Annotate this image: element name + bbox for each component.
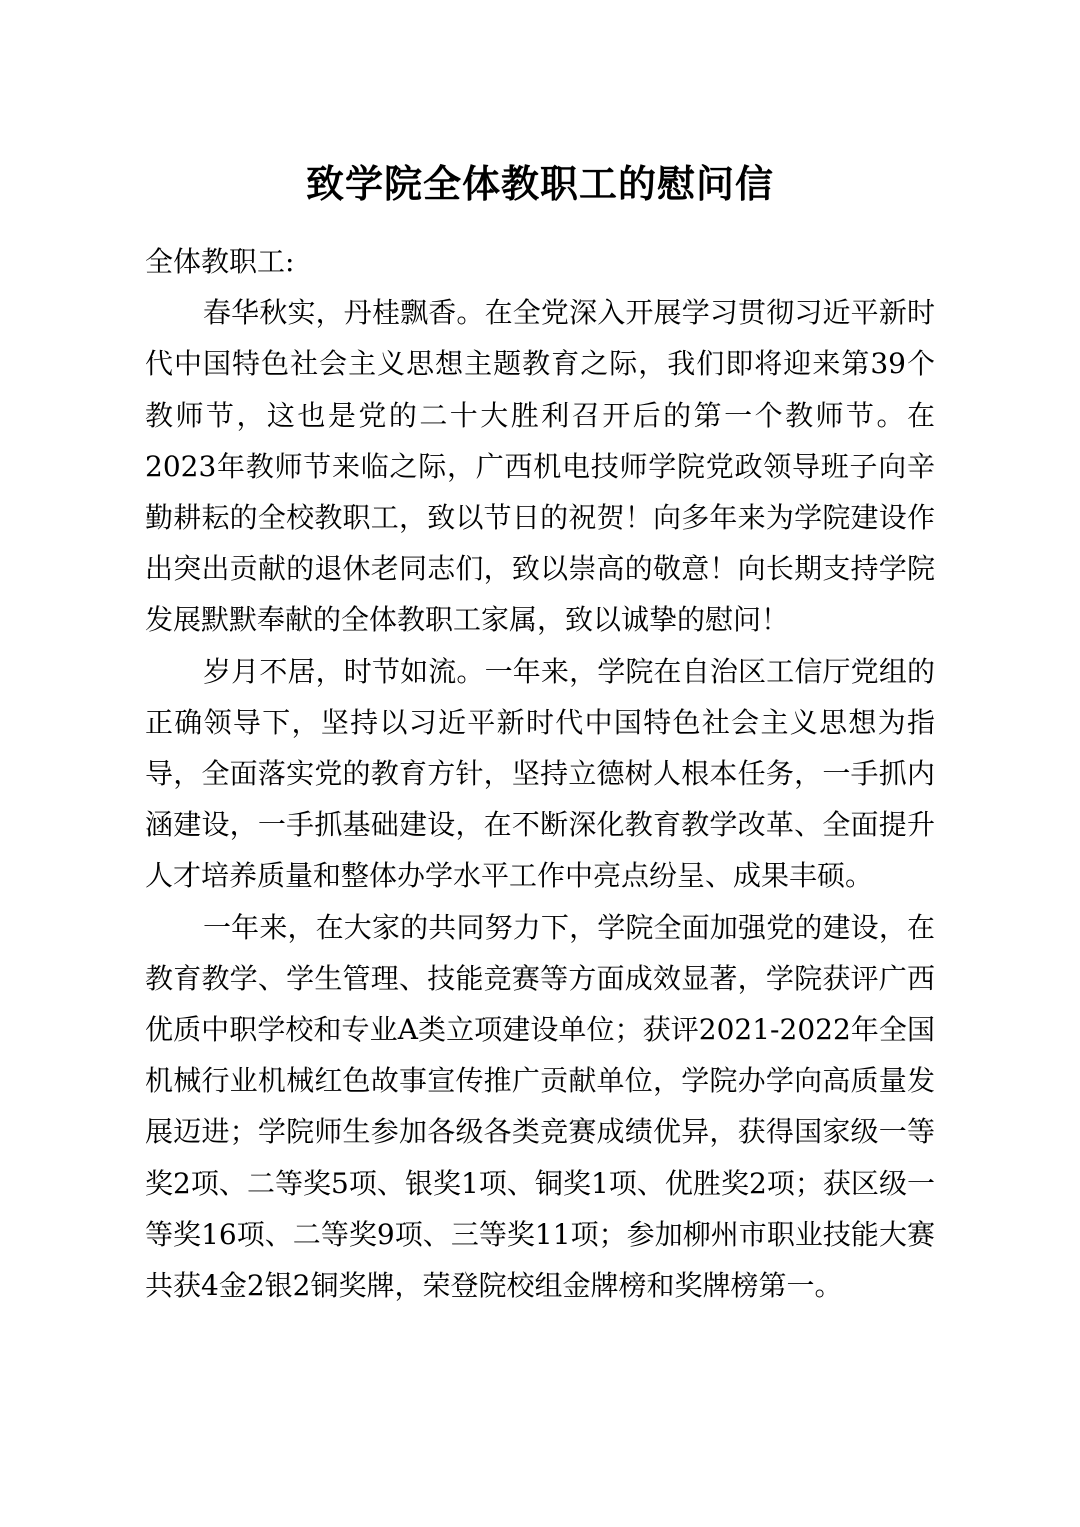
paragraph-1: 春华秋实，丹桂飘香。在全党深入开展学习贯彻习近平新时代中国特色社会主义思想主题教育之际，我们即将迎来第39个教师节，这也是党的二十大胜利召开后的第一个教师节。在2023年教师节来临之际，广西机电技师学院党政领导班子向辛勤耕耘的全校教职工，致以节日的祝贺！向多年来为学院建设作出突出贡献的退休老同志们，致以崇高的敬意！向长期支持学院发展默默奉献的全体教职工家属，致以诚挚的慰问！ — [145, 296, 935, 637]
document-title: 致学院全体教职工的慰问信 — [305, 161, 774, 206]
salutation: 全体教职工: — [145, 245, 295, 278]
paragraph-3: 一年来，在大家的共同努力下，学院全面加强党的建设，在教育教学、学生管理、技能竞赛等方面成效显著，学院获评广西优质中职学校和专业A类立项建设单位；获评2021-2022年全国机械行业机械红色故事宣传推广贡献单位，学院办学向高质量发展迈进；学院师生参加各级各类竞赛成绩优异，获得国家级一等奖2项、二等奖5项、银奖1项、铜奖1项、优胜奖2项；获区级一等奖16项、二等奖9项、三等奖11项；参加柳州市职业技能大赛共获4金2银2铜奖牌，荣登院校组金牌榜和奖牌榜第一。 — [145, 910, 935, 1303]
letter-body — [145, 236, 935, 1311]
paragraph-2: 岁月不居，时节如流。一年来，学院在自治区工信厅党组的正确领导下，坚持以习近平新时代中国特色社会主义思想为指导，全面落实党的教育方针，坚持立德树人根本任务，一手抓内涵建设，一手抓基础建设，在不断深化教育教学改革、全面提升人才培养质量和整体办学水平工作中亮点纷呈、成果丰硕。 — [145, 654, 935, 893]
